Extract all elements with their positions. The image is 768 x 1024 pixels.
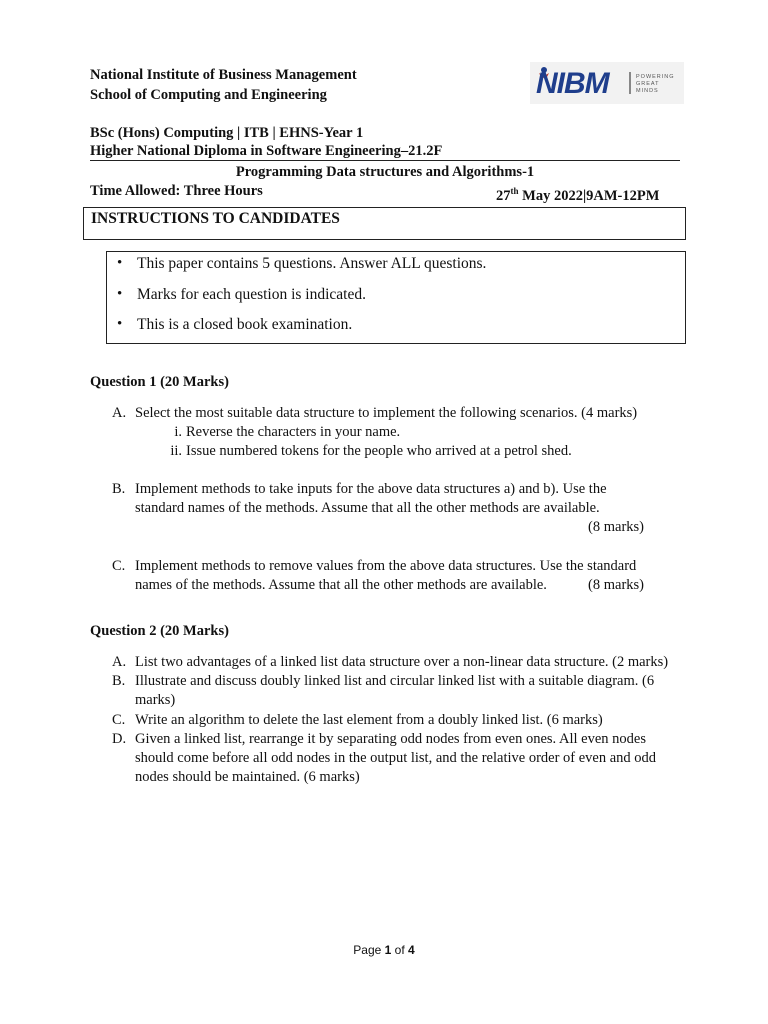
q1-b-text-2: standard names of the methods. Assume that all the other methods are available. xyxy=(135,500,600,516)
q1-a-i-num: i. xyxy=(174,424,182,440)
q2-a-label: A. xyxy=(112,654,127,670)
school-name: School of Computing and Engineering xyxy=(90,87,327,103)
logo-tagline-2: GREAT xyxy=(636,81,660,87)
q2-c-text: Write an algorithm to delete the last element from a doubly linked list. (6 marks) xyxy=(135,712,603,728)
logo-tagline xyxy=(636,74,675,95)
exam-date xyxy=(496,182,659,205)
q1-c-line-2 xyxy=(135,576,682,595)
footer-page-total: 4 xyxy=(408,943,415,957)
q2-d-label: D. xyxy=(112,731,127,747)
header-rule xyxy=(90,160,680,161)
q1-b-text-1: Implement methods to take inputs for the above data structures a) and b). Use the xyxy=(135,481,607,497)
q2-part-a xyxy=(112,653,682,672)
logo-text: NIBM xyxy=(536,67,609,100)
q1-c-label: C. xyxy=(112,558,126,574)
instruction-item: • This paper contains 5 questions. Answer ALL questions. xyxy=(107,255,677,286)
instructions-title: INSTRUCTIONS TO CANDIDATES xyxy=(91,210,340,227)
date-rest: May 2022|9AM-12PM xyxy=(518,187,660,204)
instructions-box xyxy=(106,251,686,344)
instruction-item: • This is a closed book examination. xyxy=(107,316,677,347)
logo-divider xyxy=(629,72,631,94)
footer-of-word: of xyxy=(391,943,409,957)
q1-a-ii-num: ii. xyxy=(170,443,182,459)
institute-name: National Institute of Business Management xyxy=(90,67,357,83)
diploma-line: Higher National Diploma in Software Engineering–21.2F xyxy=(90,143,443,159)
question-1-title: Question 1 (20 Marks) xyxy=(90,374,229,390)
footer-page-num: 1 xyxy=(384,943,392,957)
q1-part-c xyxy=(112,557,682,595)
instructions-title-box xyxy=(83,207,686,240)
q1-part-a xyxy=(112,404,682,423)
q1-b-label: B. xyxy=(112,481,126,497)
q1-c-text-2: names of the methods. Assume that all the other methods are available. xyxy=(135,577,547,593)
date-day: 27 xyxy=(496,187,511,204)
q1-c-text-1: Implement methods to remove values from the above data structures. Use the standard xyxy=(135,558,637,574)
q2-part-b xyxy=(112,672,682,710)
q1-a-text: Select the most suitable data structure to implement the following scenarios. (4 marks) xyxy=(135,405,638,421)
q2-a-text: List two advantages of a linked list data structure over a non-linear data structure. (2 marks) xyxy=(135,654,669,670)
q2-c-label: C. xyxy=(112,712,126,728)
q1-part-b xyxy=(112,480,682,537)
q1-a-ii-text: Issue numbered tokens for the people who arrived at a petrol shed. xyxy=(186,443,572,459)
q1-a-sub-i xyxy=(162,423,400,442)
module-title: Programming Data structures and Algorithms-1 xyxy=(235,164,535,180)
q2-b-label: B. xyxy=(112,673,126,689)
program-line: BSc (Hons) Computing | ITB | EHNS-Year 1 xyxy=(90,125,364,141)
time-allowed: Time Allowed: Three Hours xyxy=(90,183,263,199)
q2-part-d xyxy=(112,730,682,787)
q1-a-i-text: Reverse the characters in your name. xyxy=(186,424,401,440)
q1-c-marks: (8 marks) xyxy=(588,577,644,593)
q1-b-marks: (8 marks) xyxy=(588,519,644,535)
logo-tagline-1: POWERING xyxy=(636,74,675,80)
q1-a-sub-ii xyxy=(162,442,572,461)
logo-tagline-3: MINDS xyxy=(636,88,659,94)
nibm-logo xyxy=(530,62,684,104)
instructions-list xyxy=(107,255,677,347)
date-suffix: th xyxy=(510,186,519,196)
question-2-title: Question 2 (20 Marks) xyxy=(90,623,229,639)
q2-b-text: Illustrate and discuss doubly linked list and circular linked list with a suitable diagram. (6 marks) xyxy=(135,673,655,708)
q2-part-c xyxy=(112,711,682,730)
footer-page-word: Page xyxy=(353,943,385,957)
instruction-item: • Marks for each question is indicated. xyxy=(107,286,677,317)
page-footer xyxy=(0,943,768,957)
q2-d-text: Given a linked list, rearrange it by separating odd nodes from even ones. All even nodes should come before all odd nodes in the output list, and the relative order of even and odd nodes should be maintained. (6 marks) xyxy=(135,731,657,785)
q1-a-label: A. xyxy=(112,405,127,421)
